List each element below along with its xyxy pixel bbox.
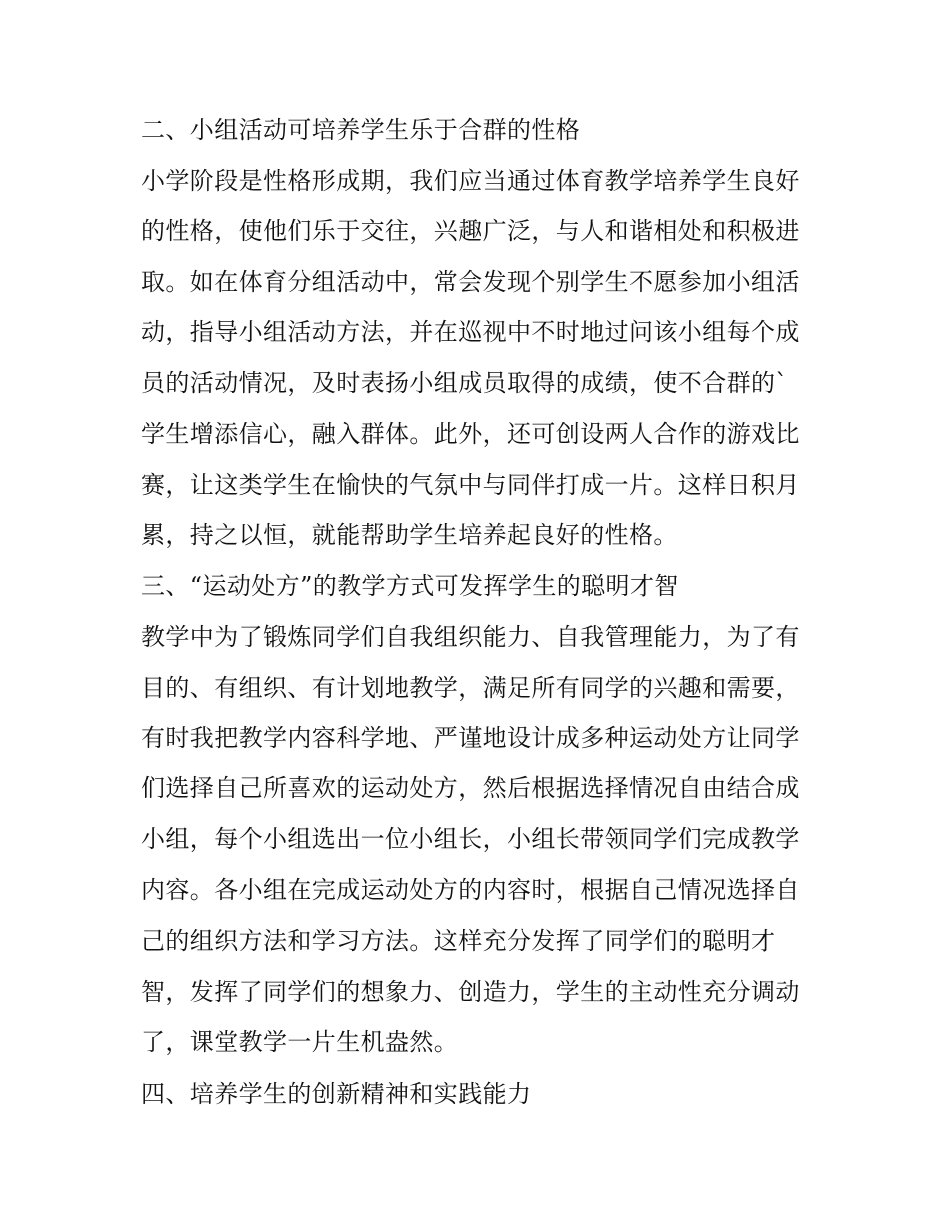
paragraph-line: 了，课堂教学一片生机盎然。: [141, 1028, 459, 1056]
paragraph-line: 的性格，使他们乐于交往，兴趣广泛，与人和谐相处和积极进: [141, 217, 800, 245]
paragraph-line: 己的组织方法和学习方法。这样充分发挥了同学们的聪明才: [141, 927, 776, 955]
paragraph-line: 有时我把教学内容科学地、严谨地设计成多种运动处方让同学: [141, 724, 800, 752]
section-heading-4: 四、培养学生的创新精神和实践能力: [141, 1080, 532, 1108]
paragraph-line: 赛，让这类学生在愉快的气氛中与同伴打成一片。这样日积月: [141, 471, 800, 499]
paragraph-line: 员的活动情况，及时表扬小组成员取得的成绩，使不合群的`: [141, 369, 788, 397]
paragraph-line: 小学阶段是性格形成期，我们应当通过体育教学培养学生良好: [141, 167, 800, 195]
paragraph-line: 们选择自己所喜欢的运动处方，然后根据选择情况自由结合成: [141, 774, 800, 802]
paragraph-line: 取。如在体育分组活动中，常会发现个别学生不愿参加小组活: [141, 268, 800, 296]
section-heading-2: 二、小组活动可培养学生乐于合群的性格: [141, 116, 581, 144]
paragraph-line: 智，发挥了同学们的想象力、创造力，学生的主动性充分调动: [141, 978, 800, 1006]
section-heading-3: 三、“运动处方”的教学方式可发挥学生的聪明才智: [141, 572, 679, 600]
paragraph-line: 动，指导小组活动方法，并在巡视中不时地过问该小组每个成: [141, 318, 800, 346]
paragraph-line: 教学中为了锻炼同学们自我组织能力、自我管理能力，为了有: [141, 623, 800, 651]
paragraph-line: 累，持之以恒，就能帮助学生培养起良好的性格。: [141, 521, 678, 549]
paragraph-line: 目的、有组织、有计划地教学，满足所有同学的兴趣和需要，: [141, 674, 800, 702]
paragraph-line: 学生增添信心，融入群体。此外，还可创设两人合作的游戏比: [141, 420, 800, 448]
paragraph-line: 内容。各小组在完成运动处方的内容时，根据自己情况选择自: [141, 876, 800, 904]
paragraph-line: 小组，每个小组选出一位小组长，小组长带领同学们完成教学: [141, 825, 800, 853]
